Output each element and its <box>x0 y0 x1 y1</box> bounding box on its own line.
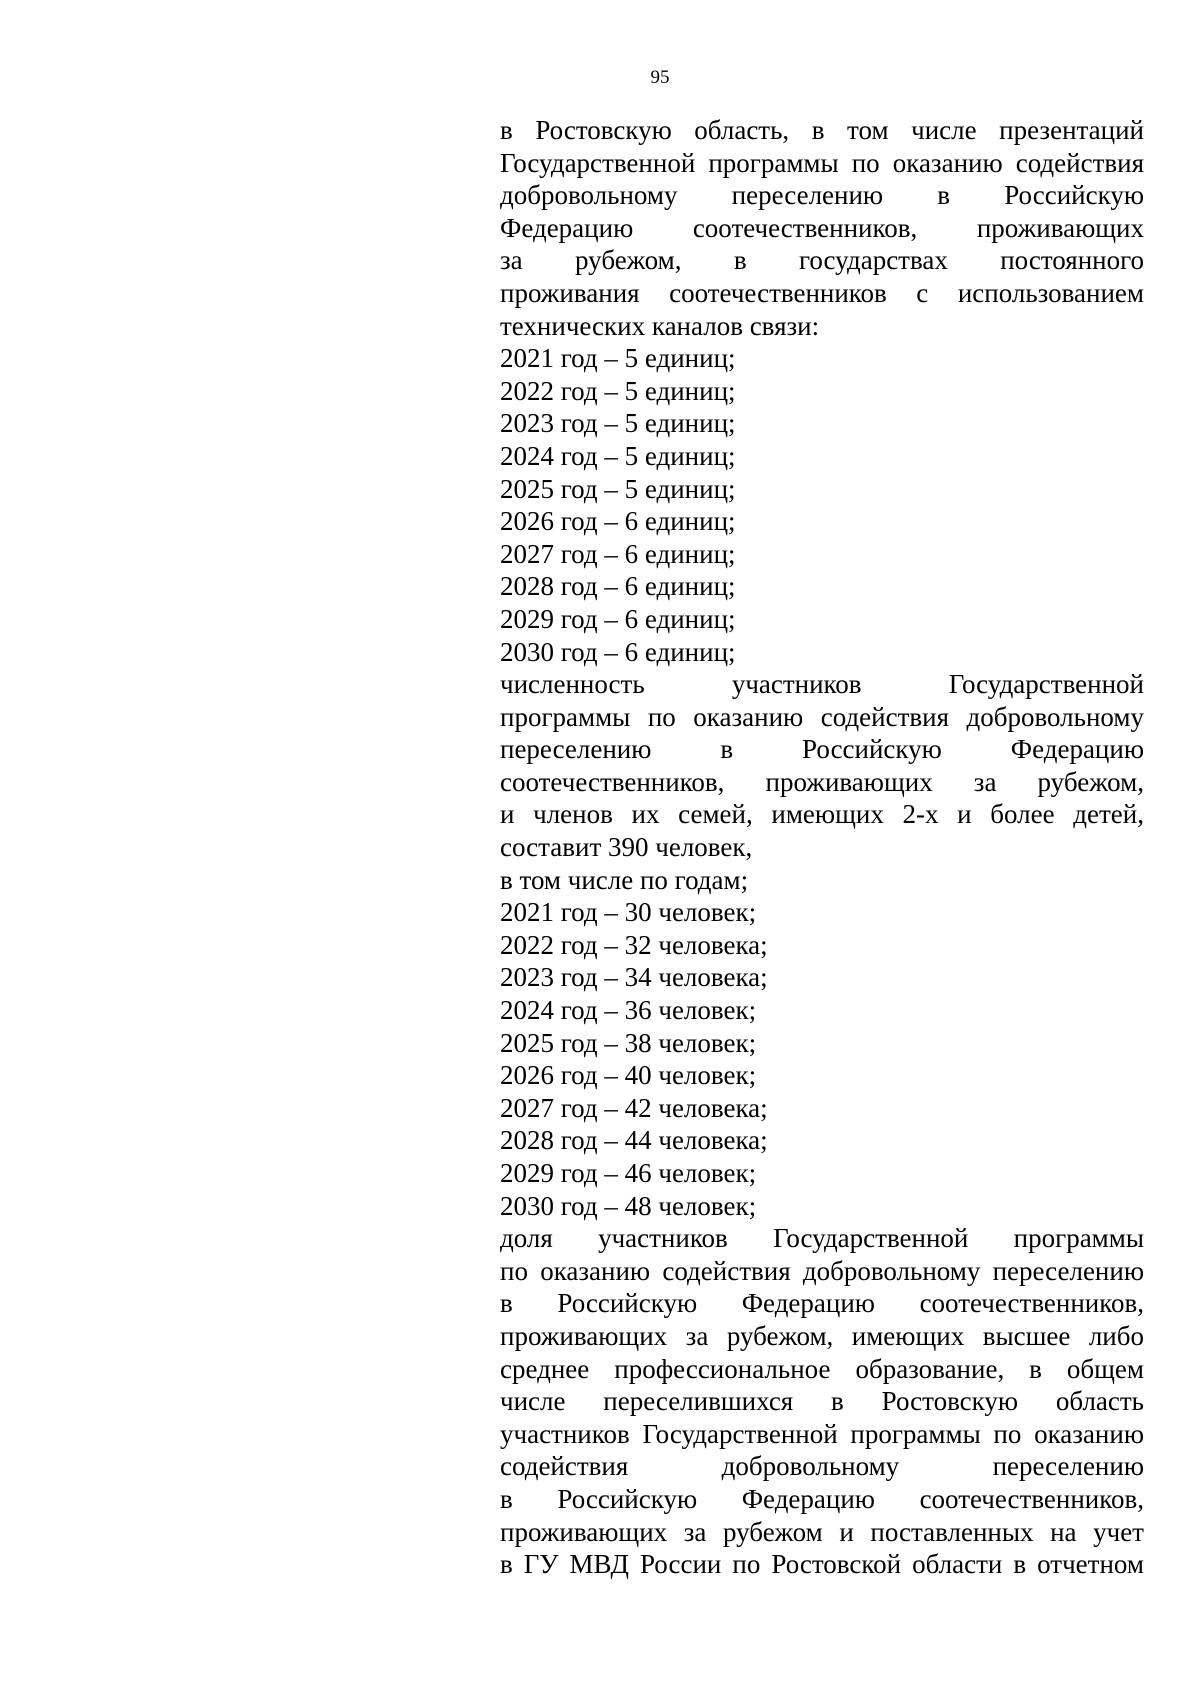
paragraph-presentations <box>500 114 1144 342</box>
text-line: в ГУ МВД России по Ростовской области в отчетном <box>500 1549 1144 1580</box>
text-line: числе переселившихся в Ростовскую область <box>500 1386 1144 1417</box>
list-item: 2022 год – 32 человека; <box>500 929 768 960</box>
list-item: 2027 год – 6 единиц; <box>500 538 736 569</box>
list-item: 2023 год – 5 единиц; <box>500 408 736 439</box>
text-line: Федерацию соотечественников, проживающих <box>500 212 1144 243</box>
list-item: 2030 год – 6 единиц; <box>500 636 736 667</box>
text-line: среднее профессиональное образование, в общем <box>500 1353 1144 1384</box>
list-item: 2027 год – 42 человека; <box>500 1092 768 1123</box>
text-line: в Ростовскую область, в том числе презентаций <box>500 115 1144 145</box>
text-line: соотечественников, проживающих за рубежом, <box>500 766 1144 797</box>
text-line: технических каналов связи: <box>500 310 820 341</box>
list-item: 2022 год – 5 единиц; <box>500 375 736 406</box>
paragraph-participants-count <box>500 668 1144 896</box>
list-item: 2024 год – 5 единиц; <box>500 440 736 471</box>
list-item: 2021 год – 5 единиц; <box>500 343 736 374</box>
text-line: участников Государственной программы по оказанию <box>500 1418 1144 1449</box>
list-item: 2025 год – 5 единиц; <box>500 473 736 504</box>
list-people-by-year <box>500 896 1144 1222</box>
text-line: проживающих за рубежом, имеющих высшее либо <box>500 1320 1144 1351</box>
list-item: 2023 год – 34 человека; <box>500 962 768 993</box>
list-item: 2025 год – 38 человек; <box>500 1027 757 1058</box>
list-item: 2026 год – 6 единиц; <box>500 506 736 537</box>
paragraph-education-share <box>500 1222 1144 1581</box>
text-line: доля участников Государственной программы <box>500 1223 1144 1254</box>
text-line: переселению в Российскую Федерацию <box>500 734 1144 765</box>
list-item: 2029 год – 6 единиц; <box>500 603 736 634</box>
page-number: 95 <box>650 67 670 88</box>
list-item: 2024 год – 36 человек; <box>500 995 757 1026</box>
list-item: 2028 год – 6 единиц; <box>500 571 736 602</box>
document-body <box>500 114 1144 1581</box>
list-item: 2029 год – 46 человек; <box>500 1158 757 1188</box>
text-line: программы по оказанию содействия добровольному <box>500 701 1144 732</box>
text-line: и членов их семей, имеющих 2-х и более детей, <box>500 799 1144 830</box>
list-item: 2030 год – 48 человек; <box>500 1190 757 1221</box>
list-units-by-year <box>500 342 1144 668</box>
text-line: проживающих за рубежом и поставленных на учет <box>500 1516 1144 1547</box>
text-line: в Российскую Федерацию соотечественников, <box>500 1483 1144 1514</box>
text-line: численность участников Государственной <box>500 669 1144 700</box>
text-line: проживания соотечественников с использованием <box>500 277 1144 308</box>
text-line: Государственной программы по оказанию содействия <box>500 147 1144 178</box>
text-line: за рубежом, в государствах постоянного <box>500 245 1144 276</box>
text-line: по оказанию содействия добровольному переселению <box>500 1255 1144 1286</box>
text-line: содействия добровольному переселению <box>500 1451 1144 1482</box>
text-line: в том числе по годам; <box>500 864 749 895</box>
text-line: составит 390 человек, <box>500 832 753 863</box>
text-line: добровольному переселению в Российскую <box>500 180 1144 211</box>
list-item: 2028 год – 44 человека; <box>500 1125 768 1156</box>
list-item: 2021 год – 30 человек; <box>500 897 757 928</box>
text-line: в Российскую Федерацию соотечественников, <box>500 1288 1144 1319</box>
list-item: 2026 год – 40 человек; <box>500 1060 757 1091</box>
